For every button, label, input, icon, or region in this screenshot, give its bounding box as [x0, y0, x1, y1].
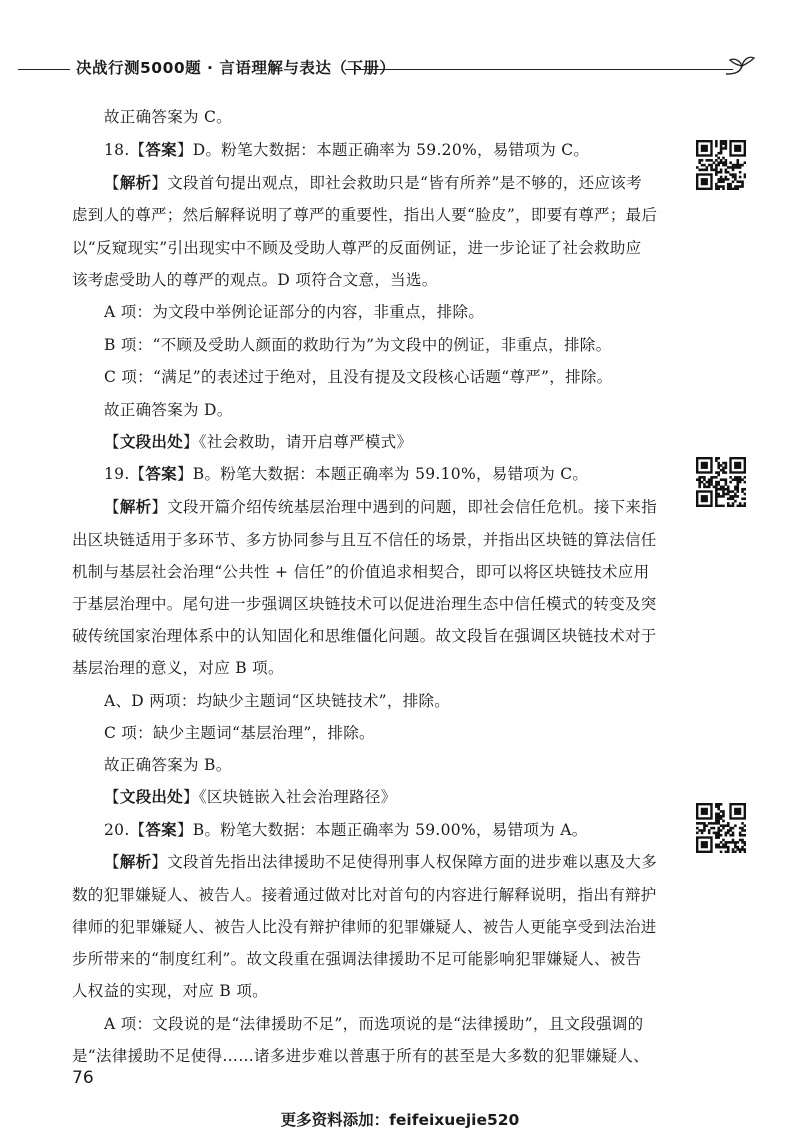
answer-line: 故正确答案为 B。: [104, 756, 232, 774]
source-line: [104, 428, 692, 456]
source-label: 文段出处: [119, 432, 184, 451]
answer-label: 答案: [145, 140, 177, 159]
option-line: A 项：文段说的是“法律援助不足”，而选项说的是“法律援助”，且文段强调的: [104, 1015, 644, 1033]
bracket: 【: [104, 788, 120, 806]
q20-analysis-line: [104, 848, 692, 876]
qr-code-icon[interactable]: [696, 140, 746, 190]
paragraph-line: 数的犯罪嫌疑人、被告人。接着通过做对比对首句的内容进行解释说明，指出有辩护: [72, 886, 657, 904]
answer-prefix: 18.【: [104, 141, 146, 159]
answer-line: 故正确答案为 C。: [104, 108, 232, 126]
q18-answer-line: [104, 136, 692, 164]
source-line: [104, 783, 692, 811]
bracket: 【: [104, 433, 120, 451]
q18-analysis-line: [104, 169, 692, 197]
paragraph-line: 于基层治理中。尾句进一步强调区块链技术可以促进治理生态中信任模式的转变及突: [72, 595, 657, 613]
header-rule-right: [345, 69, 733, 70]
analysis-label: 解析: [119, 852, 152, 871]
option-line: C 项：“满足”的表述过于绝对，且没有提及文段核心话题“尊严”，排除。: [104, 368, 613, 386]
q20-answer-line: [104, 816, 692, 844]
q19-answer-line: [104, 460, 692, 488]
sprout-icon: [722, 52, 756, 78]
analysis-label: 解析: [119, 497, 152, 516]
footer-note: 更多资料添加：feifeixuejie520: [280, 1111, 520, 1129]
analysis-text: 】文段首先指出法律援助不足使得刑事人权保障方面的进步难以惠及大多: [151, 853, 658, 871]
answer-text: 】B。粉笔大数据：本题正确率为 59.10%，易错项为 C。: [176, 465, 589, 483]
option-line: A 项：为文段中举例论证部分的内容，非重点，排除。: [104, 303, 485, 321]
option-line: C 项：缺少主题词“基层治理”，排除。: [104, 724, 375, 742]
answer-prefix: 20.【: [104, 821, 146, 839]
page-number: 76: [72, 1068, 94, 1088]
header-rule-left: [18, 69, 70, 70]
qr-code-icon[interactable]: [696, 803, 746, 853]
source-text: 】《区块链嵌入社会治理路径》: [183, 788, 397, 806]
paragraph-line: 机制与基层社会治理“公共性 + 信任”的价值追求相契合，即可以将区块链技术应用: [72, 563, 650, 581]
paragraph-line: 该考虑受助人的尊严的观点。D 项符合文意，当选。: [72, 271, 438, 289]
paragraph-line: 律师的犯罪嫌疑人、被告人比没有辩护律师的犯罪嫌疑人、被告人更能享受到法治进: [72, 918, 657, 936]
book-title: 决战行测5000题 · 言语理解与表达（下册）: [76, 59, 396, 77]
paragraph-line: 是“法律援助不足使得……诸多进步难以普惠于所有的甚至是大多数的犯罪嫌疑人、: [72, 1047, 650, 1065]
source-text: 】《社会救助，请开启尊严模式》: [183, 433, 413, 451]
bracket: 【: [104, 498, 120, 516]
q19-analysis-line: [104, 493, 692, 521]
analysis-text: 】文段开篇介绍传统基层治理中遇到的问题，即社会信任危机。接下来指: [151, 498, 658, 516]
bracket: 【: [104, 853, 120, 871]
paragraph-line: 虑到人的尊严；然后解释说明了尊严的重要性，指出人要“脸皮”，即要有尊严；最后: [72, 206, 658, 224]
qr-code-icon[interactable]: [696, 457, 746, 507]
running-header: [0, 52, 800, 82]
paragraph-line: 步所带来的“制度红利”。故文段重在强调法律援助不足可能影响犯罪嫌疑人、被告: [72, 950, 642, 968]
answer-label: 答案: [145, 820, 177, 839]
paragraph-line: 破传统国家治理体系中的认知固化和思维僵化问题。故文段旨在强调区块链技术对于: [72, 627, 657, 645]
paragraph-line: 基层治理的意义，对应 B 项。: [72, 659, 284, 677]
option-line: A、D 两项：均缺少主题词“区块链技术”，排除。: [104, 692, 451, 710]
paragraph-line: 出区块链适用于多环节、多方协同参与且互不信任的场景，并指出区块链的算法信任: [72, 531, 657, 549]
analysis-label: 解析: [119, 173, 152, 192]
answer-text: 】B。粉笔大数据：本题正确率为 59.00%，易错项为 A。: [176, 821, 588, 839]
analysis-text: 】文段首句提出观点，即社会救助只是“皆有所养”是不够的，还应该考: [151, 174, 642, 192]
paragraph-line: 以“反窥现实”引出现实中不顾及受助人尊严的反面例证，进一步论证了社会救助应: [72, 239, 642, 257]
bracket: 【: [104, 174, 120, 192]
answer-prefix: 19.【: [104, 465, 146, 483]
paragraph-line: 人权益的实现，对应 B 项。: [72, 982, 268, 1000]
answer-label: 答案: [145, 464, 177, 483]
option-line: B 项：“不顾及受助人颜面的救助行为”为文段中的例证，非重点，排除。: [104, 336, 612, 354]
source-label: 文段出处: [119, 787, 184, 806]
answer-text: 】D。粉笔大数据：本题正确率为 59.20%，易错项为 C。: [176, 141, 590, 159]
answer-line: 故正确答案为 D。: [104, 401, 233, 419]
